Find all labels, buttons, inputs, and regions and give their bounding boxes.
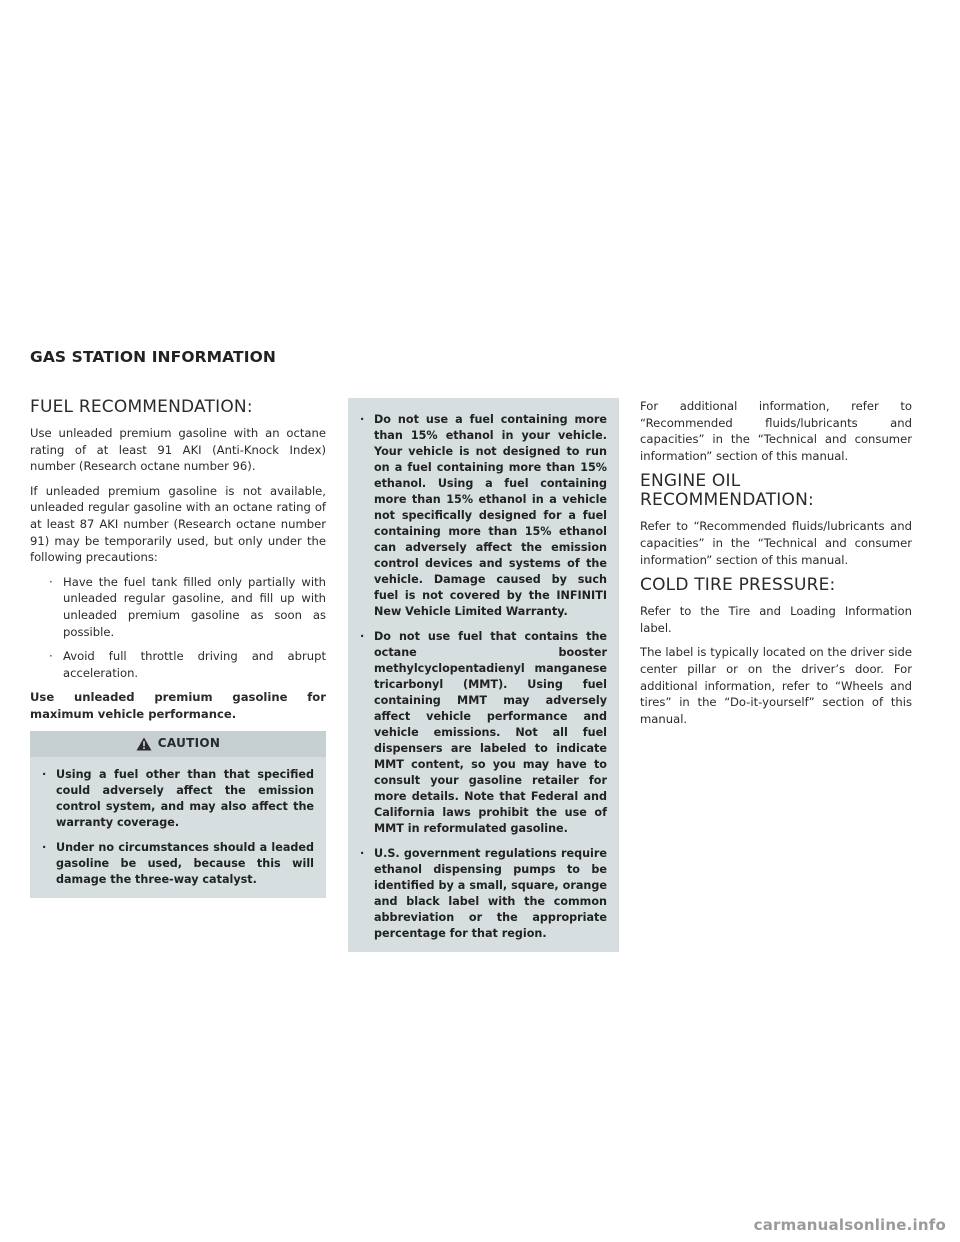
- warning-triangle-icon: [136, 737, 152, 751]
- caution-item: · Do not use fuel that contains the octane booster methylcyclopentadienyl manganese tricarbonyl (MMT). Using fuel containing MMT may adversely affect vehicle performance and vehicle emissions. Not all fuel dispensers are labeled to indicate MMT content, so you may have to consult your gasoline retailer for more details. Note that Federal and California laws prohibit the use of MMT in reformulated gasoline.: [360, 629, 607, 837]
- caution-item: · Under no circumstances should a leaded gasoline be used, because this will damage the three-way catalyst.: [42, 840, 314, 888]
- premium-note: Use unleaded premium gasoline for maximum vehicle performance.: [30, 690, 326, 721]
- precautions-list: [30, 574, 326, 682]
- caution-box-continued: [348, 398, 619, 952]
- caution-item: · U.S. government regulations require ethanol dispensing pumps to be identified by a small, square, orange and black label with the common abbreviation or the appropriate percentage for that region.: [360, 846, 607, 942]
- tire-paragraph-1: Refer to the Tire and Loading Information label.: [640, 604, 912, 635]
- caution-item: · Do not use a fuel containing more than 15% ethanol in your vehicle. Your vehicle is not designed to run on a fuel containing more than 15% ethanol. Using a fuel containing more than 15% ethanol in a vehicle not specifically designed for a fuel containing more than 15% ethanol can adversely affect the emission control devices and systems of the vehicle. Damage caused by such fuel is not covered by the INFINITI New Vehicle Limited Warranty.: [360, 412, 607, 620]
- engine-oil-heading-line-1: ENGINE OIL: [640, 471, 741, 492]
- tire-paragraph-2: The label is typically located on the driver side center pillar or on the driver’s door. For additional information, refer to “Wheels and tires” in the “Do-it-yourself” section of this manual.: [640, 645, 912, 726]
- engine-oil-heading-line-2: RECOMMENDATION:: [640, 490, 814, 511]
- caution-box: [30, 731, 326, 898]
- cold-tire-pressure-heading: COLD TIRE PRESSURE:: [640, 575, 836, 596]
- caution-list-1: [42, 767, 314, 888]
- column-1: [30, 398, 326, 898]
- section-title: GAS STATION INFORMATION: [30, 348, 276, 366]
- caution-header: [30, 731, 326, 757]
- engine-oil-heading: [640, 472, 912, 510]
- watermark: carmanualsonline.info: [753, 1216, 946, 1234]
- precaution-item: · Have the fuel tank filled only partially with unleaded regular gasoline, and fill up with unleaded premium gasoline as soon as possible.: [47, 574, 326, 640]
- column-2: [348, 398, 619, 952]
- additional-info-paragraph: For additional information, refer to “Recommended fluids/lubricants and capacities” in the “Technical and consumer information” section of this manual.: [640, 399, 912, 463]
- fuel-paragraph-1: Use unleaded premium gasoline with an octane rating of at least 91 AKI (Anti-Knock Index) number (Research octane number 96).: [30, 426, 326, 474]
- column-3: [640, 398, 912, 735]
- precaution-item: · Avoid full throttle driving and abrupt acceleration.: [47, 648, 326, 681]
- caution-list-2: [360, 412, 607, 942]
- caution-label: CAUTION: [157, 736, 221, 751]
- caution-item: · Using a fuel other than that specified could adversely affect the emission control system, and may also affect the warranty coverage.: [42, 767, 314, 831]
- fuel-recommendation-heading: FUEL RECOMMENDATION:: [30, 397, 253, 417]
- engine-oil-paragraph: Refer to “Recommended fluids/lubricants and capacities” in the “Technical and consumer information” section of this manual.: [640, 519, 912, 567]
- fuel-paragraph-2: If unleaded premium gasoline is not available, unleaded regular gasoline with an octane rating of at least 87 AKI number (Research octane number 91) may be temporarily used, but only under the following precautions:: [30, 483, 326, 565]
